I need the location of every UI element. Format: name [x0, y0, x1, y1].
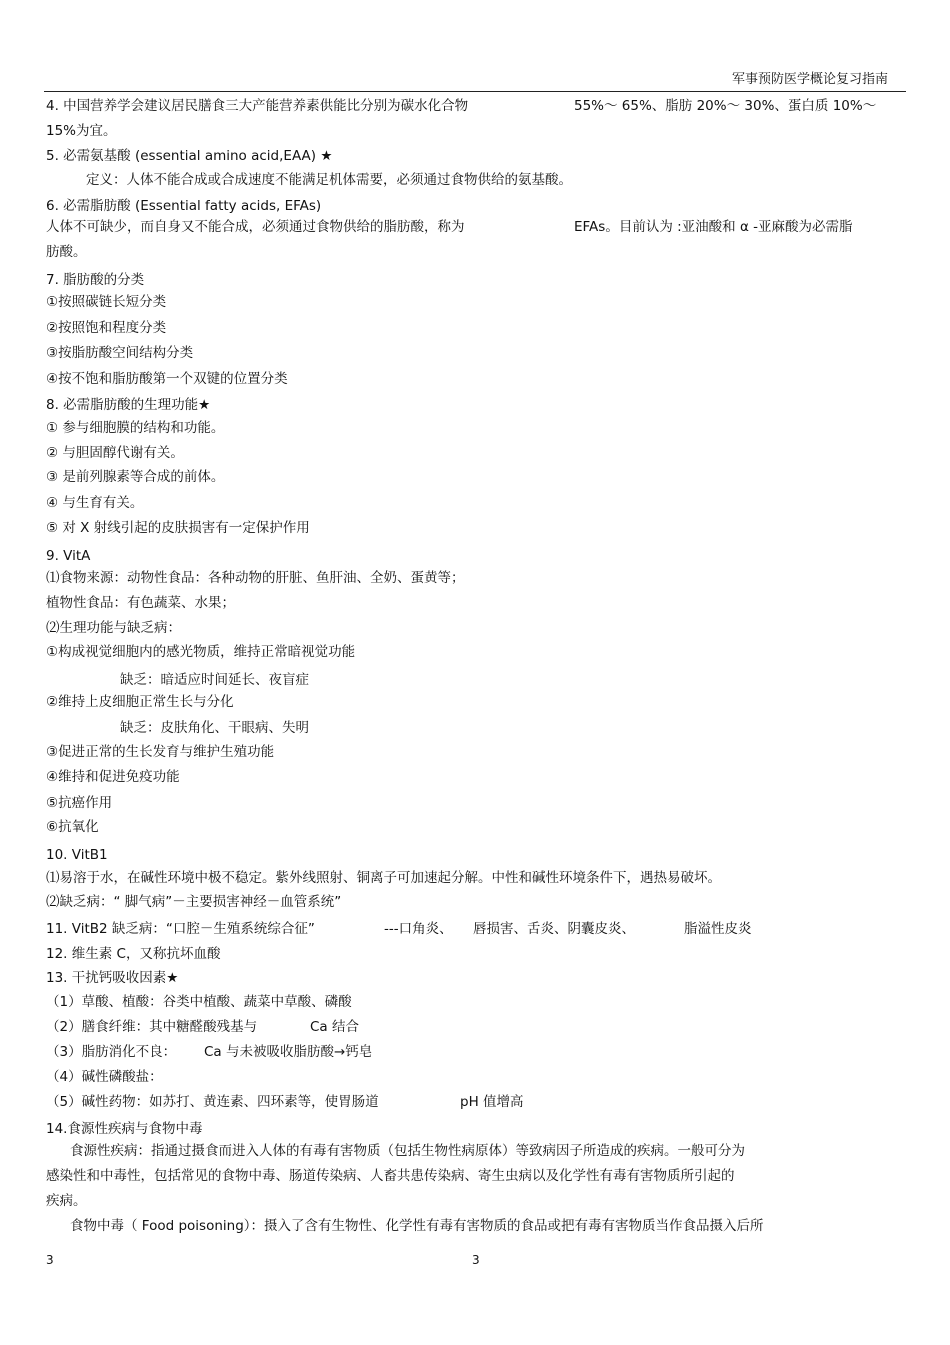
text-line: （2）膳食纤维：其中糖醛酸残基与	[46, 1019, 258, 1035]
text-line: 缺乏：暗适应时间延长、夜盲症	[120, 672, 309, 688]
text-line: 14.食源性疾病与食物中毒	[46, 1121, 203, 1137]
text-line: 唇损害、舌炎、阴囊皮炎、	[473, 921, 635, 937]
text-line: 8. 必需脂肪酸的生理功能★	[46, 397, 211, 413]
header-title: 军事预防医学概论复习指南	[731, 72, 888, 87]
text-line: ④ 与生育有关。	[46, 495, 144, 511]
text-line: 9. VitA	[46, 548, 91, 564]
footer-page-number-left: 3	[46, 1253, 54, 1267]
text-line: （3）脂肪消化不良：	[46, 1044, 177, 1060]
text-line: 食物中毒（ Food poisoning）：摄入了含有生物性、化学性有毒有害物质的食品或把有毒有害物质当作食品摄入后所	[70, 1218, 764, 1234]
text-line: 感染性和中毒性，包括常见的食物中毒、肠道传染病、人畜共患传染病、寄生虫病以及化学性有毒有害物质所引起的	[46, 1168, 735, 1184]
text-line: 疾病。	[46, 1193, 87, 1209]
text-line: ① 参与细胞膜的结构和功能。	[46, 420, 225, 436]
text-line: 人体不可缺少，而自身又不能合成，必须通过食物供给的脂肪酸，称为	[46, 219, 465, 235]
text-line: ③ 是前列腺素等合成的前体。	[46, 469, 225, 485]
text-line: 食源性疾病：指通过摄食而进入人体的有毒有害物质（包括生物性病原体）等致病因子所造成的疾病。一般可分为	[70, 1143, 745, 1159]
text-line: 定义：人体不能合成或合成速度不能满足机体需要，必须通过食物供给的氨基酸。	[86, 172, 572, 188]
text-line: ④维持和促进免疫功能	[46, 769, 180, 785]
text-line: Ca 结合	[310, 1019, 359, 1035]
text-line: （4）碱性磷酸盐：	[46, 1069, 163, 1085]
footer-page-number-center: 3	[472, 1253, 480, 1267]
text-line: ⑵缺乏病：“ 脚气病”－主要损害神经－血管系统”	[46, 894, 342, 910]
text-line: （1）草酸、植酸：谷类中植酸、蔬菜中草酸、磷酸	[46, 994, 352, 1010]
text-line: 10. VitB1	[46, 847, 108, 863]
text-line: pH 值增高	[460, 1094, 524, 1110]
text-line: 缺乏：皮肤角化、干眼病、失明	[120, 720, 309, 736]
text-line: 4. 中国营养学会建议居民膳食三大产能营养素供能比分别为碳水化合物	[46, 98, 469, 114]
text-line: 肪酸。	[46, 244, 87, 260]
text-line: 13. 干扰钙吸收因素★	[46, 970, 179, 986]
text-line: ⑴易溶于水，在碱性环境中极不稳定。紫外线照射、铜离子可加速起分解。中性和碱性环境条件下，遇热易破坏。	[46, 870, 721, 886]
text-line: ⑤抗癌作用	[46, 795, 113, 811]
text-line: ⑴食物来源：动物性食品：各种动物的肝脏、鱼肝油、全奶、蛋黄等；	[46, 570, 465, 586]
text-line: EFAs。目前认为 :亚油酸和 α -亚麻酸为必需脂	[574, 219, 853, 235]
header-rule	[44, 91, 906, 92]
text-line: ⑥抗氧化	[46, 819, 99, 835]
text-line: Ca 与未被吸收脂肪酸→钙皂	[204, 1044, 373, 1060]
text-line: 11. VitB2 缺乏病：“口腔－生殖系统综合征”	[46, 921, 315, 937]
text-line: 植物性食品：有色蔬菜、水果；	[46, 595, 235, 611]
text-line: ---口角炎、	[384, 921, 453, 937]
text-line: ⑤ 对 X 射线引起的皮肤损害有一定保护作用	[46, 520, 310, 536]
text-line: 15%为宜。	[46, 123, 117, 139]
text-line: ①构成视觉细胞内的感光物质，维持正常暗视觉功能	[46, 644, 356, 660]
text-line: ①按照碳链长短分类	[46, 294, 167, 310]
text-line: ②维持上皮细胞正常生长与分化	[46, 694, 234, 710]
text-line: ④按不饱和脂肪酸第一个双键的位置分类	[46, 371, 288, 387]
text-line: 55%～ 65%、脂肪 20%～ 30%、蛋白质 10%～	[574, 98, 877, 114]
text-line: 6. 必需脂肪酸 (Essential fatty acids, EFAs)	[46, 198, 322, 214]
text-line: （5）碱性药物：如苏打、黄连素、四环素等，使胃肠道	[46, 1094, 379, 1110]
text-line: 5. 必需氨基酸 (essential amino acid,EAA) ★	[46, 148, 333, 164]
text-line: ② 与胆固醇代谢有关。	[46, 445, 184, 461]
text-line: 脂溢性皮炎	[684, 921, 752, 937]
text-line: ③按脂肪酸空间结构分类	[46, 345, 194, 361]
text-line: ③促进正常的生长发育与维护生殖功能	[46, 744, 275, 760]
text-line: 12. 维生素 C，又称抗坏血酸	[46, 946, 221, 962]
text-line: 7. 脂肪酸的分类	[46, 272, 145, 288]
text-line: ②按照饱和程度分类	[46, 320, 167, 336]
text-line: ⑵生理功能与缺乏病：	[46, 620, 181, 636]
